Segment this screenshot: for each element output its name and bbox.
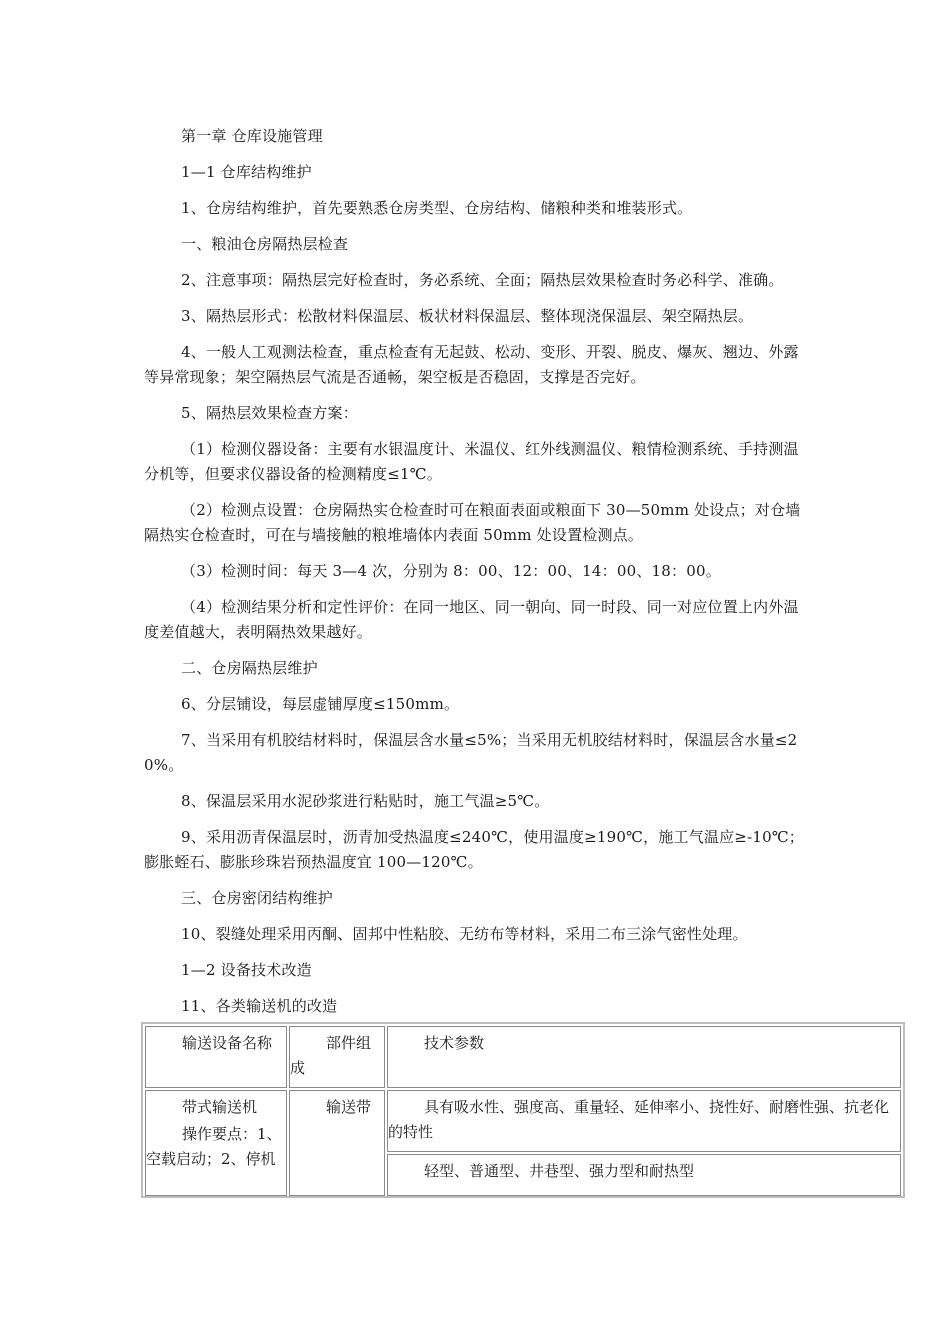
equipment-name: 带式输送机: [182, 1098, 258, 1116]
paragraph: （3）检测时间：每天 3—4 次，分别为 8：00、12：00、14：00、18：00。: [181, 562, 721, 580]
component-name: 输送带: [326, 1098, 372, 1116]
paragraph: （2）检测点设置：仓房隔热实仓检查时可在粮面表面或粮面下 30—50mm 处设点；对仓墙隔热实仓检查时，可在与墙接触的粮堆墙体内表面 50mm 处设置检测点。: [144, 501, 801, 544]
paragraph: 11、各类输送机的改造: [181, 997, 338, 1015]
section-heading: 1—2 设备技术改造: [181, 961, 312, 979]
paragraph: 10、裂缝处理采用丙酮、固邦中性粘胶、无纺布等材料，采用二布三涂气密性处理。: [181, 925, 748, 943]
parameter-text: 轻型、普通型、井巷型、强力型和耐热型: [424, 1162, 695, 1180]
paragraph: 6、分层铺设，每层虚铺厚度≤150mm。: [181, 695, 460, 713]
table-header-cell: [387, 1026, 901, 1088]
chapter-title: 第一章 仓库设施管理: [181, 127, 323, 145]
paragraph: 1、仓房结构维护，首先要熟悉仓房类型、仓房结构、储粮种类和堆装形式。: [181, 199, 693, 217]
table-header-cell: [145, 1026, 287, 1088]
paragraph: 2、注意事项：隔热层完好检查时，务必系统、全面；隔热层效果检查时务必科学、准确。: [181, 271, 784, 289]
subsection-heading: 一、粮油仓房隔热层检查: [181, 235, 349, 253]
header-parts-label: 部件组成: [290, 1034, 372, 1077]
header-name-label: 输送设备名称: [182, 1034, 273, 1052]
paragraph: （4）检测结果分析和定性评价：在同一地区、同一朝向、同一时段、同一对应位置上内外温度差值越大，表明隔热效果越好。: [144, 598, 799, 641]
paragraph: （1）检测仪器设备：主要有水银温度计、米温仪、红外线测温仪、粮情检测系统、手持测温分机等，但要求仪器设备的检测精度≤1℃。: [144, 440, 799, 483]
parameter-text: 具有吸水性、强度高、重量轻、延伸率小、挠性好、耐磨性强、抗老化的特性: [388, 1098, 890, 1141]
document-body: [144, 124, 808, 1030]
paragraph: 8、保温层采用水泥砂浆进行粘贴时，施工气温≥5℃。: [181, 792, 550, 810]
paragraph: 7、当采用有机胶结材料时，保温层含水量≤5%；当采用无机胶结材料时，保温层含水量≤20%。: [144, 731, 798, 774]
paragraph: 5、隔热层效果检查方案：: [181, 404, 358, 422]
table-cell: [387, 1154, 901, 1196]
paragraph: 4、一般人工观测法检查，重点检查有无起鼓、松动、变形、开裂、脱皮、爆灰、翘边、外露等异常现象；架空隔热层气流是否通畅，架空板是否稳固，支撑是否完好。: [144, 343, 799, 386]
header-params-label: 技术参数: [424, 1034, 485, 1052]
table-header-cell: [289, 1026, 385, 1088]
subsection-heading: 二、仓房隔热层维护: [181, 659, 318, 677]
table-cell: [145, 1090, 287, 1196]
table-cell: [289, 1090, 385, 1196]
section-heading: 1—1 仓库结构维护: [181, 163, 312, 181]
subsection-heading: 三、仓房密闭结构维护: [181, 889, 334, 907]
paragraph: 3、隔热层形式：松散材料保温层、板状材料保温层、整体现浇保温层、架空隔热层。: [181, 307, 754, 325]
table-cell: [387, 1090, 901, 1152]
conveyor-table: [141, 1022, 905, 1198]
operation-notes: 操作要点：1、空载启动；2、停机: [146, 1125, 282, 1168]
paragraph: 9、采用沥青保温层时，沥青加受热温度≤240℃，使用温度≥190℃，施工气温应≥-10℃；膨胀蛭石、膨胀珍珠岩预热温度宜 100—120℃。: [144, 828, 805, 871]
